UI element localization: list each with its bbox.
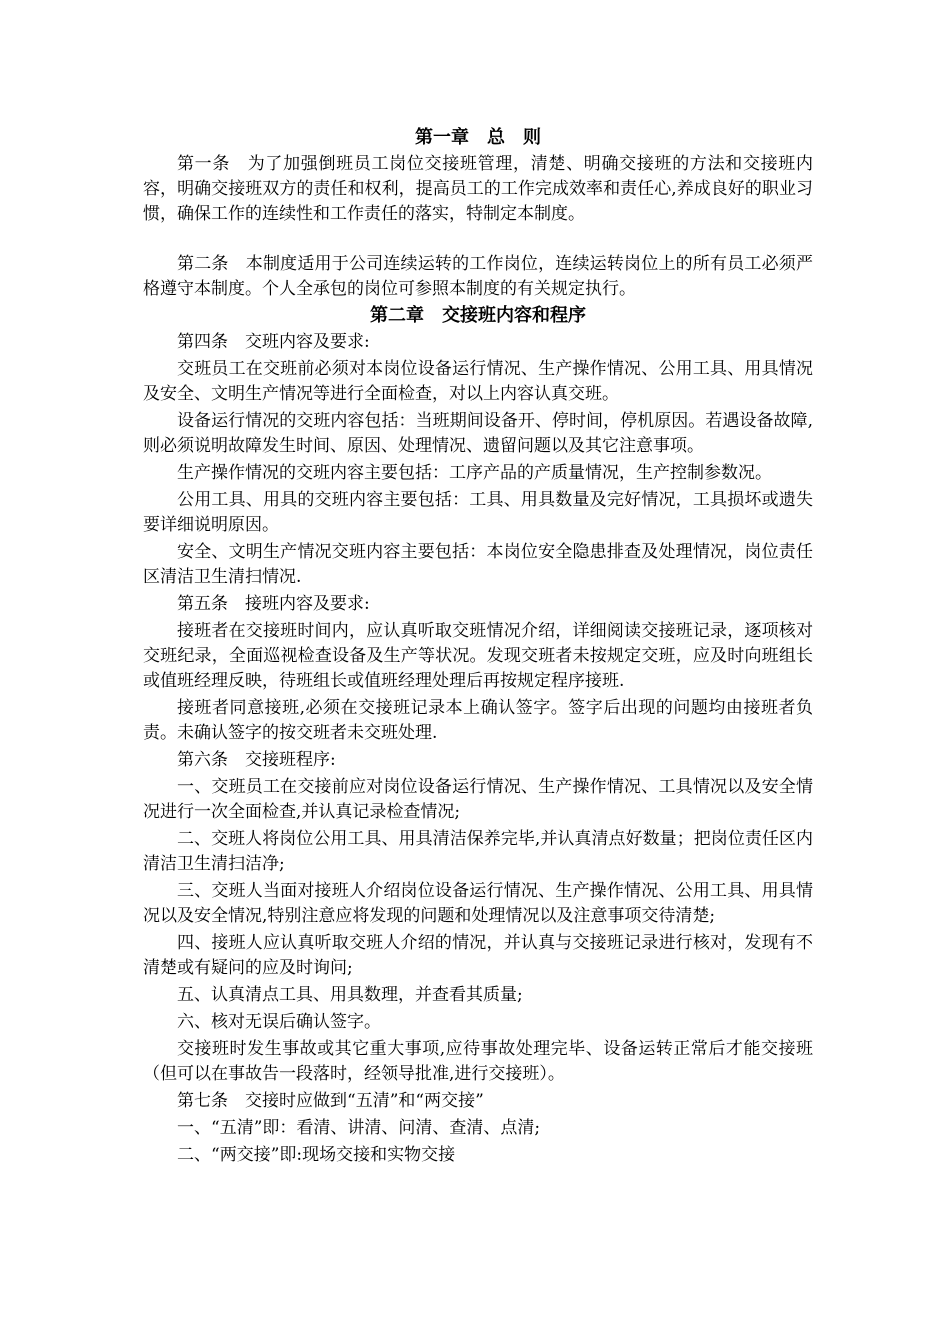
paragraph: 生产操作情况的交班内容主要包括：工序产品的产质量情况，生产控制参数况。: [177, 463, 772, 483]
paragraph: 二、交班人将岗位公用工具、用具清洁保养完毕,并认真清点好数量；把岗位责任区内清洁卫生清扫洁净;: [143, 829, 813, 874]
paragraph: 第五条 接班内容及要求:: [177, 594, 370, 614]
paragraph: 三、交班人当面对接班人介绍岗位设备运行情况、生产操作情况、公用工具、用具情况以及安全情况,特别注意应将发现的问题和处理情况以及注意事项交待清楚;: [143, 881, 813, 926]
document-page: [143, 124, 813, 1168]
paragraph: 一、“五清”即：看清、讲清、问清、查清、点清;: [177, 1118, 541, 1138]
paragraph: 五、认真清点工具、用具数理，并查看其质量;: [177, 985, 523, 1005]
paragraph: 安全、文明生产情况交班内容主要包括：本岗位安全隐患排查及处理情况，岗位责任区清洁卫生清扫情况.: [143, 542, 813, 587]
article-1: 第一条 为了加强倒班员工岗位交接班管理，清楚、明确交接班的方法和交接班内容，明确交接班双方的责任和权利，提高员工的工作完成效率和责任心,养成良好的职业习惯，确保工作的连续性和工作责任的落实，特制定本制度。: [143, 154, 813, 224]
paragraph: 第七条 交接时应做到“五清”和“两交接”: [177, 1091, 484, 1111]
chapter-2-title: 第二章 交接班内容和程序: [370, 305, 586, 326]
chapter-1-title: 第一章 总 则: [415, 127, 541, 148]
paragraph: 公用工具、用具的交班内容主要包括：工具、用具数量及完好情况，工具损坏或遗失要详细说明原因。: [143, 490, 813, 535]
paragraph: 二、“两交接”即:现场交接和实物交接: [177, 1145, 456, 1165]
paragraph: 接班者在交接班时间内，应认真听取交班情况介绍，详细阅读交接班记录，逐项核对交班纪录，全面巡视检查设备及生产等状况。发现交班者未按规定交班，应及时向班组长或值班经理反映，待班组长或值班经理处理后再按规定程序接班.: [143, 621, 813, 691]
blank-line: [143, 227, 813, 252]
paragraph: 交班员工在交班前必须对本岗位设备运行情况、生产操作情况、公用工具、用具情况及安全、文明生产情况等进行全面检查，对以上内容认真交班。: [143, 359, 813, 404]
paragraph: 交接班时发生事故或其它重大事项,应待事故处理完毕、设备运转正常后才能交接班（但可以在事故告一段落时，经领导批准,进行交接班）。: [143, 1039, 813, 1084]
paragraph: 设备运行情况的交班内容包括：当班期间设备开、停时间，停机原因。若遇设备故障,则必须说明故障发生时间、原因、处理情况、遗留问题以及其它注意事项。: [143, 411, 813, 456]
paragraph: 一、交班员工在交接前应对岗位设备运行情况、生产操作情况、工具情况以及安全情况进行一次全面检查,并认真记录检查情况;: [143, 777, 813, 822]
paragraph: 四、接班人应认真听取交班人介绍的情况，并认真与交接班记录进行核对，发现有不清楚或有疑问的应及时询问;: [143, 933, 813, 978]
article-2: 第二条 本制度适用于公司连续运转的工作岗位，连续运转岗位上的所有员工必须严格遵守本制度。个人全承包的岗位可参照本制度的有关规定执行。: [143, 254, 813, 299]
paragraph: 六、核对无误后确认签字。: [177, 1012, 381, 1032]
paragraph: 第四条 交班内容及要求:: [177, 332, 370, 352]
paragraph: 第六条 交接班程序:: [177, 750, 336, 770]
paragraph: 接班者同意接班,必须在交接班记录本上确认签字。签字后出现的问题均由接班者负责。未确认签字的按交班者未交班处理.: [143, 698, 813, 743]
